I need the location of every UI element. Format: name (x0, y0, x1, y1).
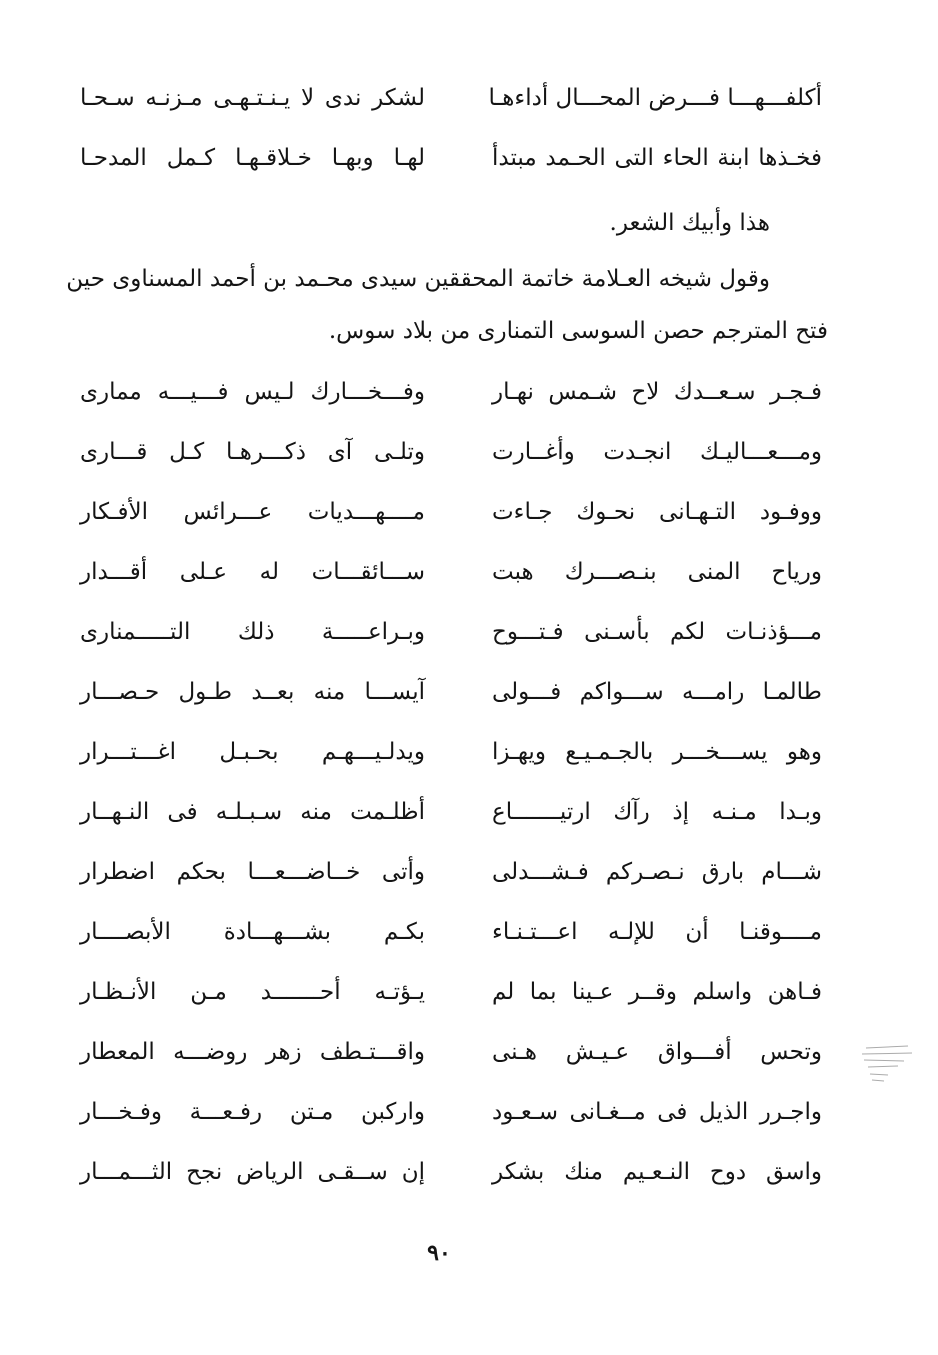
verse-row (0, 912, 938, 952)
verse-row (0, 732, 938, 772)
verse-row (0, 372, 938, 412)
verse-left-hemistich: واركبن مـتن رفـعـــة وفـخـــار (80, 1099, 425, 1125)
verse-row (0, 492, 938, 532)
note-line: هذا وأبيك الشعر. (609, 210, 770, 236)
verse-right-hemistich: وبـدا مـنـه إذ رآك ارتيـــــــاع (492, 799, 822, 825)
verse-row (0, 972, 938, 1012)
verse-left-hemistich: أظلـمت منه سـبـلـه فى النـهــار (80, 799, 425, 825)
margin-smudge (858, 1040, 918, 1090)
verse-right-hemistich: أكلفـــهـــا فـــرض المحـــال أداءهـا (488, 85, 822, 111)
verse-right-hemistich: ورياح المنى بنـصـــرك هبت (492, 559, 822, 585)
page-number: ٩٠ (427, 1240, 451, 1266)
verse-left-hemistich: آيســـا منه بعــد طـول حـصـــار (80, 679, 425, 705)
verse-row (0, 612, 938, 652)
verse-left-hemistich: واقـــتـطف زهر روضـــه المعطار (80, 1039, 425, 1065)
verse-left-hemistich: وتلـى آى ذكـــرهـا كـل قـــارى (80, 439, 425, 465)
verse-row (0, 552, 938, 592)
verse-right-hemistich: فـجـر سـعــدك لاح شـمس نهـار (492, 379, 822, 405)
verse-row (0, 138, 938, 178)
verse-left-hemistich: ويدلـيـــهـم بحـبـل اغـــتـــرار (80, 739, 425, 765)
verse-right-hemistich: وهو يســـخـــر بالجـمـيـع ويهـزا (492, 739, 822, 765)
intro-line-1: وقول شيخه العـلامة خاتمة المحققين سيدى محـمد بن أحمد المسناوى حين (66, 266, 770, 292)
verse-left-hemistich: ســـائقـــات له عـلى أقـــدار (80, 559, 425, 585)
verse-row (0, 672, 938, 712)
verse-right-hemistich: واسق دوح النـعـيم منك بشكر (492, 1159, 822, 1185)
verse-right-hemistich: ووفـود التـهـانى نحـوك جـاءت (492, 499, 822, 525)
verse-row (0, 78, 938, 118)
verse-row (0, 432, 938, 472)
verse-right-hemistich: طالمـا رامـــه ســـواكم فـــولى (492, 679, 822, 705)
verse-left-hemistich: بكـم بشـــهـــادة الأبصــــار (80, 919, 425, 945)
verse-right-hemistich: واجـرر الذيل فى مــغـانى سـعـود (492, 1099, 822, 1125)
verse-left-hemistich: لشكر ندى لا يـنـتـهـى مـزنـه سـحـا (80, 85, 425, 111)
verse-left-hemistich: إن ســقـى الرياض نجح الثـــمـــار (80, 1159, 425, 1185)
verse-right-hemistich: فـاهن واسلم وقــر عـينا بما لم (492, 979, 822, 1005)
verse-left-hemistich: وبـراعـــــة ذلك التـــــمنارى (80, 619, 425, 645)
verse-right-hemistich: مـــؤذنـات لكم بأسـنى فـتـــوح (492, 619, 822, 645)
verse-row (0, 1092, 938, 1132)
verse-left-hemistich: وفـــخـــارك لـيس فـــيـــه ممارى (80, 379, 425, 405)
verse-right-hemistich: وتحس أفـــواق عـيـش هـنى (492, 1039, 822, 1065)
verse-row (0, 852, 938, 892)
verse-right-hemistich: فخـذها ابنة الحاء التى الحـمد مبتدأ (492, 145, 822, 171)
verse-left-hemistich: مــــهـــديات عـــرائس الأفـكار (80, 499, 425, 525)
verse-row (0, 1152, 938, 1192)
intro-line-2: فتح المترجم حصن السوسى التمنارى من بلاد سوس. (328, 318, 828, 344)
verse-row (0, 792, 938, 832)
verse-row (0, 1032, 938, 1072)
verse-left-hemistich: وأتى خــاضـــعـــا بحكم اضطرار (80, 859, 425, 885)
verse-right-hemistich: مــــوقنـا أن للإلـه اعـــتـنـاء (492, 919, 822, 945)
verse-right-hemistich: شـــام بارق نـصـركم فـشـــدلى (492, 859, 822, 885)
verse-left-hemistich: يـؤتـه أحـــــــد مـن الأنـظـار (80, 979, 425, 1005)
verse-right-hemistich: ومـــعـــاليـك انجـدت وأغــارت (492, 439, 822, 465)
verse-left-hemistich: لهـا وبهـا خـلاقـهـا كـمل المدحـا (80, 145, 425, 171)
